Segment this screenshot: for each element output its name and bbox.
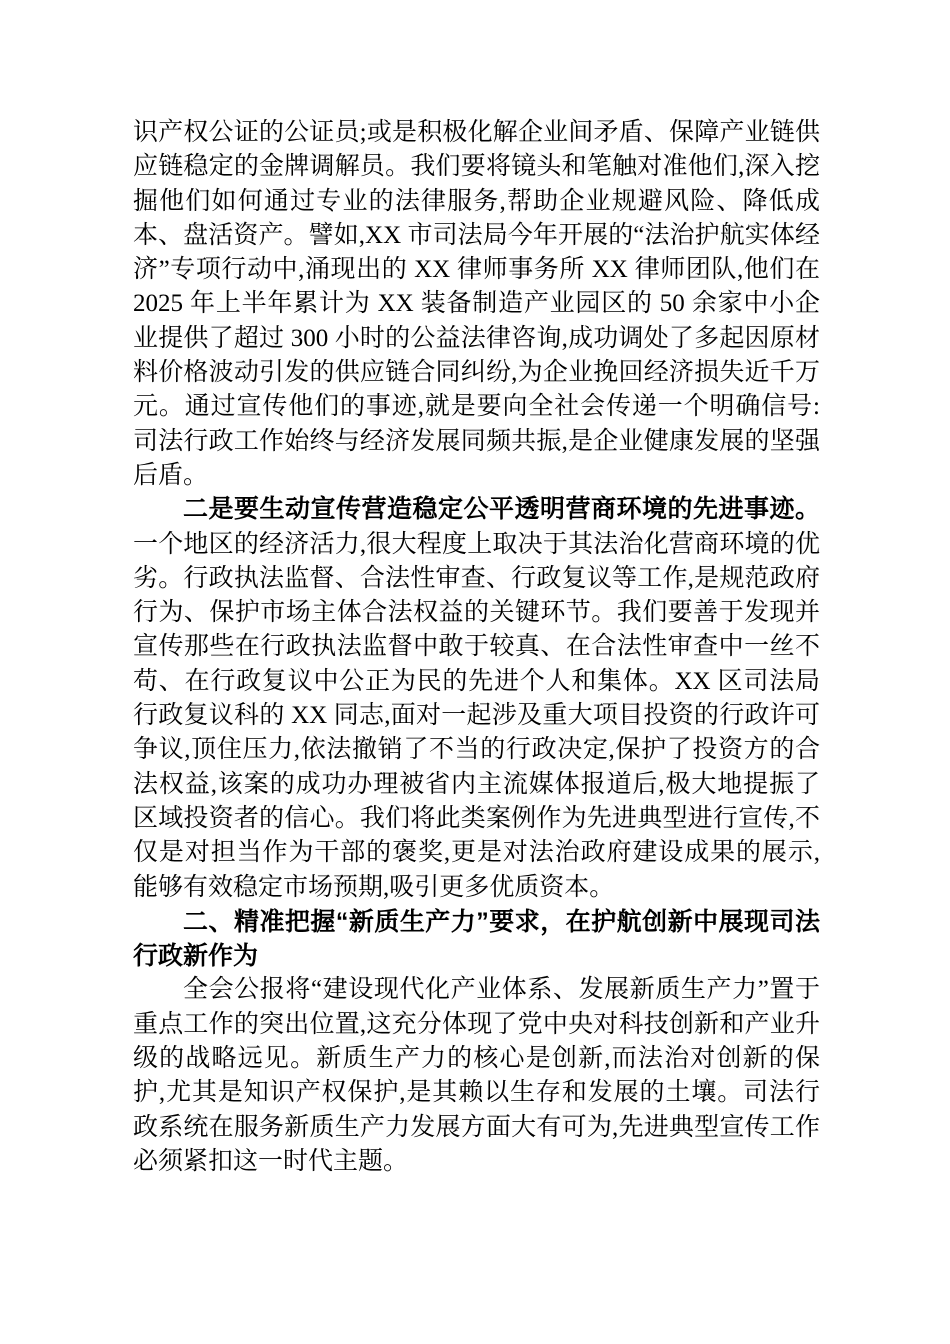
paragraph-2-text: 一个地区的经济活力,很大程度上取决于其法治化营商环境的优劣。行政执法监督、合法性审查、行政复议等工作,是规范政府行为、保护市场主体合法权益的关键环节。我们要善于发现并宣传那些在行政执法监督中敢于较真、在合法性审查中一丝不苟、在行政复议中公正为民的先进个人和集体。XX 区司法局行政复议科的 XX 同志,面对一起涉及重大项目投资的行政许可争议,顶住压力,依法撤销了不当的行政决定,保护了投资方的合法权益,该案的成功办理被省内主流媒体报道后,极大地提振了区域投资者的信心。我们将此类案例作为先进典型进行宣传,不仅是对担当作为干部的褒奖,更是对法治政府建设成果的展示,能够有效稳定市场预期,吸引更多优质资本。: [133, 530, 820, 901]
body-paragraph-1: 识产权公证的公证员;或是积极化解企业间矛盾、保障产业链供应链稳定的金牌调解员。我们要将镜头和笔触对准他们,深入挖掘他们如何通过专业的法律服务,帮助企业规避风险、降低成本、盘活资产。譬如,XX 市司法局今年开展的“法治护航实体经济”专项行动中,涌现出的 XX 律师事务所 XX 律师团队,他们在 2025 年上半年累计为 XX 装备制造产业园区的 50 余家中小企业提供了超过 300 小时的公益法律咨询,成功调处了多起因原材料价格波动引发的供应链合同纠纷,为企业挽回经济损失近千万元。通过宣传他们的事迹,就是要向全社会传递一个明确信号:司法行政工作始终与经济发展同频共振,是企业健康发展的坚强后盾。: [133, 119, 820, 489]
body-paragraph-3: 全会公报将“建设现代化产业体系、发展新质生产力”置于重点工作的突出位置,这充分体现了党中央对科技创新和产业升级的战略远见。新质生产力的核心是创新,而法治对创新的保护,尤其是知识产权保护,是其赖以生存和发展的土壤。司法行政系统在服务新质生产力发展方面大有可为,先进典型宣传工作必须紧扣这一时代主题。: [133, 976, 820, 1175]
section-heading-2: 二、精准把握“新质生产力”要求，在护航创新中展现司法行政新作为: [133, 907, 820, 971]
body-paragraph-2: [133, 493, 820, 905]
paragraph-2-bold-lead: 二是要生动宣传营造稳定公平透明营商环境的先进事迹。: [183, 496, 820, 524]
